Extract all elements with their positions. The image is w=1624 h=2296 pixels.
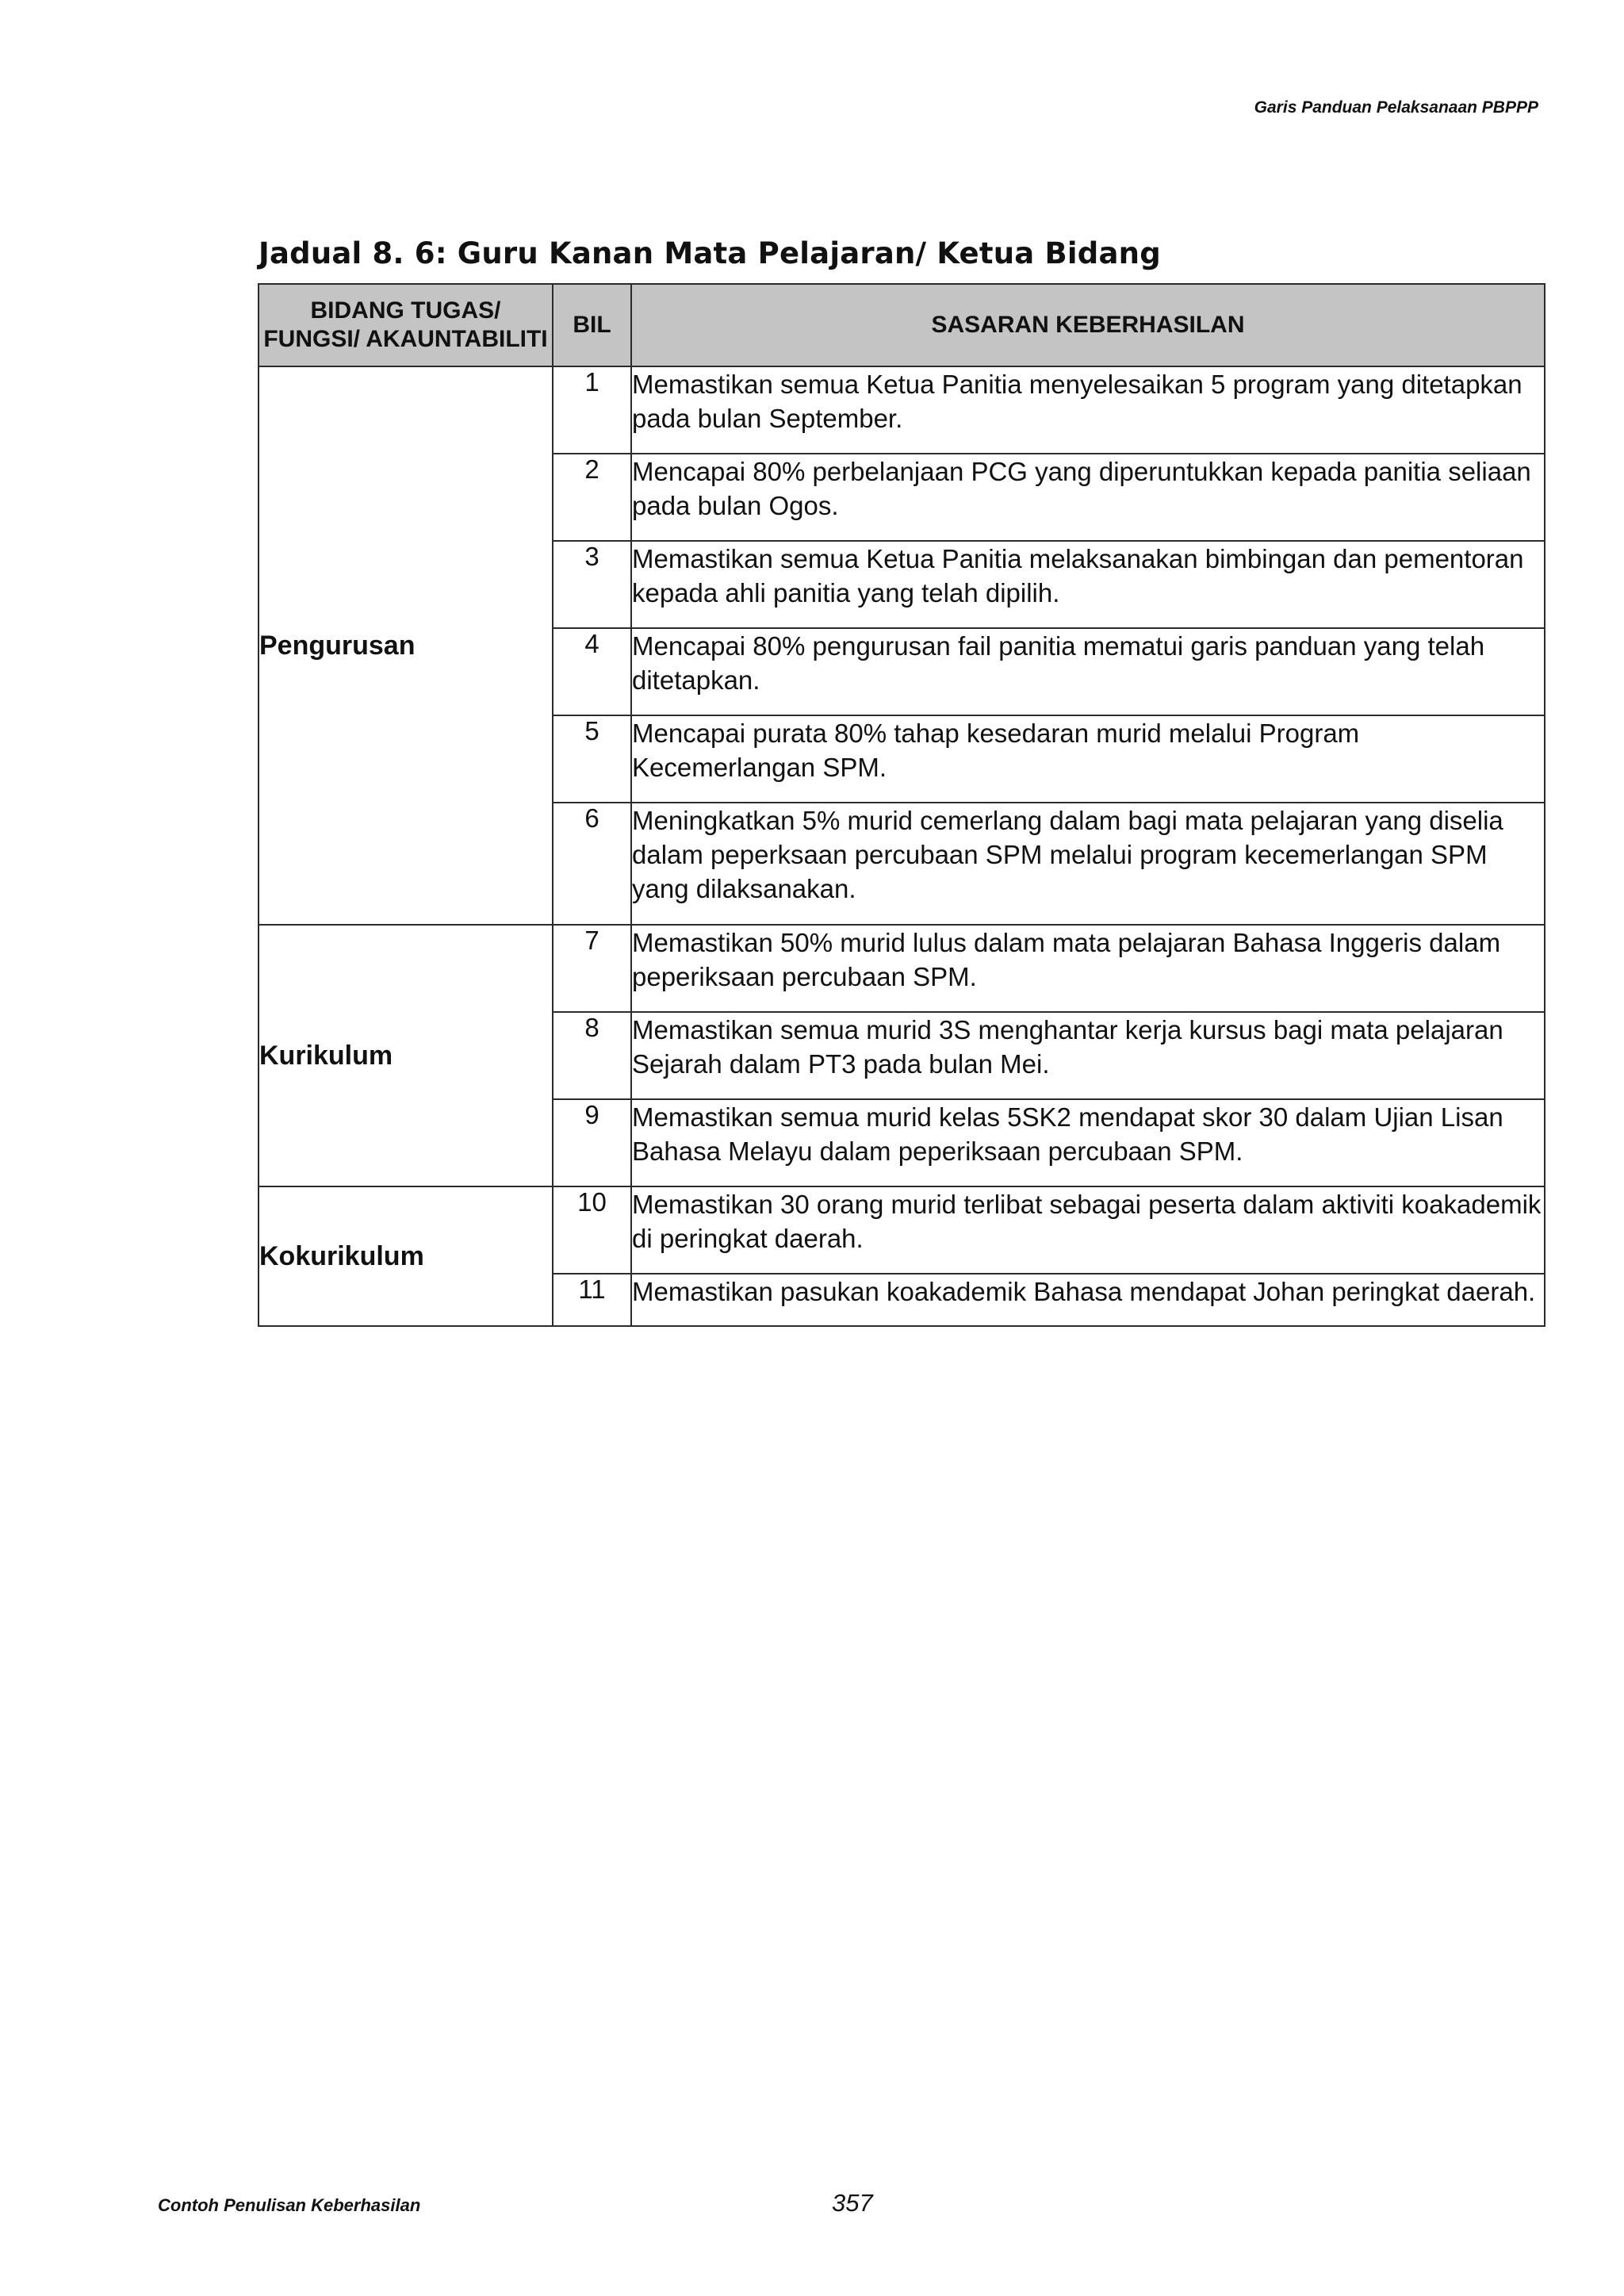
row-target: Mencapai purata 80% tahap kesedaran murid melalui Program Kecemerlangan SPM. [631,715,1545,803]
row-bil: 6 [553,803,631,925]
header-target: SASARAN KEBERHASILAN [631,284,1545,366]
row-bil: 10 [553,1186,631,1274]
row-bil: 8 [553,1012,631,1099]
row-bil: 9 [553,1099,631,1186]
row-target: Memastikan semua Ketua Panitia menyelesaikan 5 program yang ditetapkan pada bulan September. [631,366,1545,454]
row-bil: 7 [553,925,631,1012]
area-kokurikulum: Kokurikulum [259,1186,553,1326]
targets-table [258,283,1545,1327]
area-pengurusan: Pengurusan [259,366,553,925]
row-bil: 11 [553,1274,631,1326]
header-bil: BIL [553,284,631,366]
table-row [259,1186,1545,1274]
page-number: 357 [832,2189,873,2217]
row-target: Memastikan 50% murid lulus dalam mata pelajaran Bahasa Inggeris dalam peperiksaan percubaan SPM. [631,925,1545,1012]
running-header: Garis Panduan Pelaksanaan PBPPP [1254,98,1538,117]
header-area [259,284,553,366]
header-area-line1: BIDANG TUGAS/ [310,297,501,324]
row-target: Memastikan pasukan koakademik Bahasa mendapat Johan peringkat daerah. [631,1274,1545,1326]
header-area-line2: FUNGSI/ AKAUNTABILITI [263,326,548,352]
row-target: Mencapai 80% pengurusan fail panitia mematui garis panduan yang telah ditetapkan. [631,628,1545,715]
row-target: Mencapai 80% perbelanjaan PCG yang diperuntukkan kepada panitia seliaan pada bulan Ogos. [631,454,1545,541]
row-target: Memastikan semua murid 3S menghantar kerja kursus bagi mata pelajaran Sejarah dalam PT3 pada bulan Mei. [631,1012,1545,1099]
row-target: Memastikan 30 orang murid terlibat sebagai peserta dalam aktiviti koakademik di peringkat daerah. [631,1186,1545,1274]
row-target: Memastikan semua murid kelas 5SK2 mendapat skor 30 dalam Ujian Lisan Bahasa Melayu dalam peperiksaan percubaan SPM. [631,1099,1545,1186]
table-caption: Jadual 8. 6: Guru Kanan Mata Pelajaran/ Ketua Bidang [259,236,1161,270]
table-row [259,366,1545,454]
row-target: Meningkatkan 5% murid cemerlang dalam bagi mata pelajaran yang diselia dalam peperksaan percubaan SPM melalui program kecemerlangan SPM yang dilaksanakan. [631,803,1545,925]
row-bil: 5 [553,715,631,803]
table-row [259,925,1545,1012]
row-target: Memastikan semua Ketua Panitia melaksanakan bimbingan dan pementoran kepada ahli panitia yang telah dipilih. [631,541,1545,628]
row-bil: 1 [553,366,631,454]
row-bil: 2 [553,454,631,541]
table-header-row [259,284,1545,366]
row-bil: 3 [553,541,631,628]
running-footer: Contoh Penulisan Keberhasilan [158,2195,421,2215]
row-bil: 4 [553,628,631,715]
area-kurikulum: Kurikulum [259,925,553,1186]
